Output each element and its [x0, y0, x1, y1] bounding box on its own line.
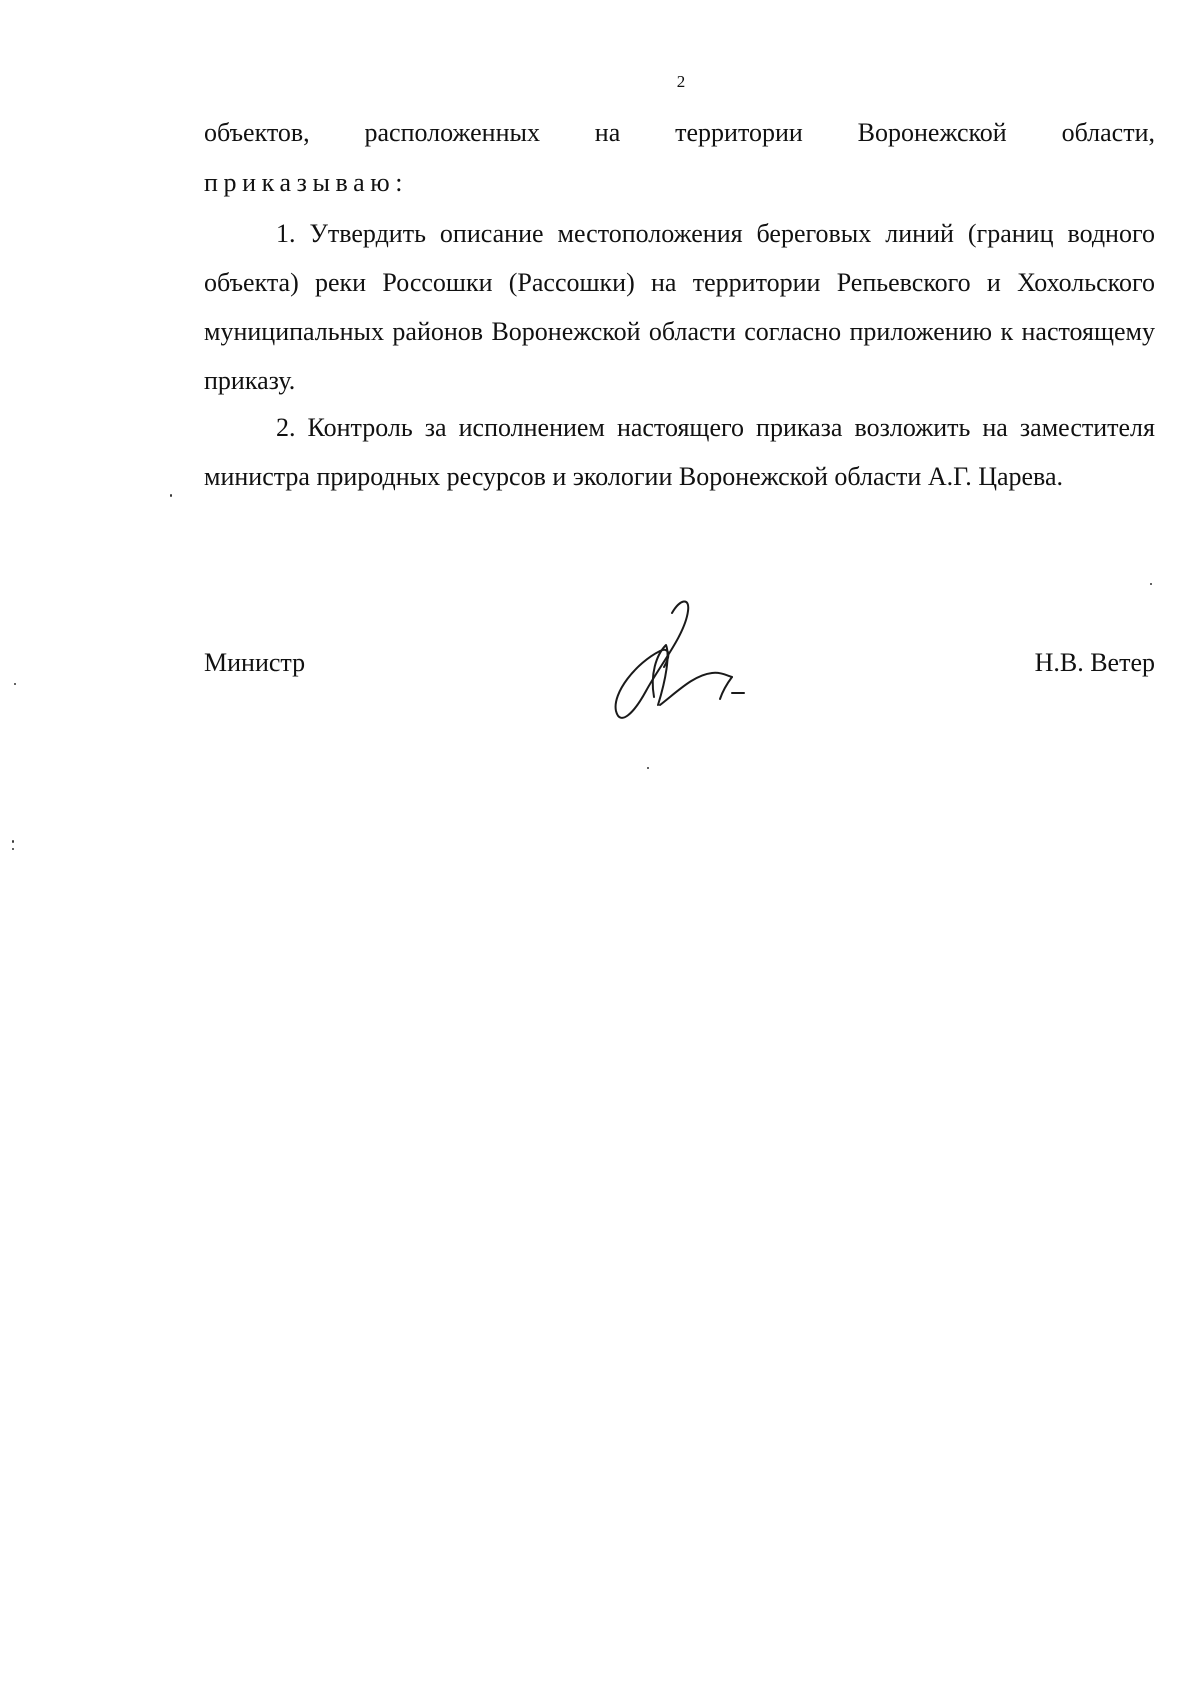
scan-speck [647, 767, 649, 769]
scan-speck [1150, 583, 1152, 585]
scan-speck [12, 840, 14, 843]
scan-speck [14, 683, 16, 685]
handwritten-signature [608, 595, 768, 730]
signer-name: Н.В. Ветер [1034, 648, 1155, 677]
page-number: 2 [676, 72, 686, 91]
order-item-2: 2. Контроль за исполнением настоящего приказа возложить на заместителя министра природных ресурсов и экологии Воронежской области А.Г. Царева. [204, 413, 1155, 491]
scan-speck [12, 848, 14, 850]
continuation-line: объектов, расположенных на территории Воронежской области, [204, 118, 1155, 147]
decree-word: приказываю: [204, 168, 409, 197]
scan-speck [170, 494, 172, 497]
order-item-1: 1. Утвердить описание местоположения береговых линий (границ водного объекта) реки Россошки (Рассошки) на территории Репьевского и Хохольского муниципальных районов Воронежской области согласно приложению к настоящему приказу. [204, 219, 1155, 395]
signer-position: Министр [204, 648, 306, 677]
